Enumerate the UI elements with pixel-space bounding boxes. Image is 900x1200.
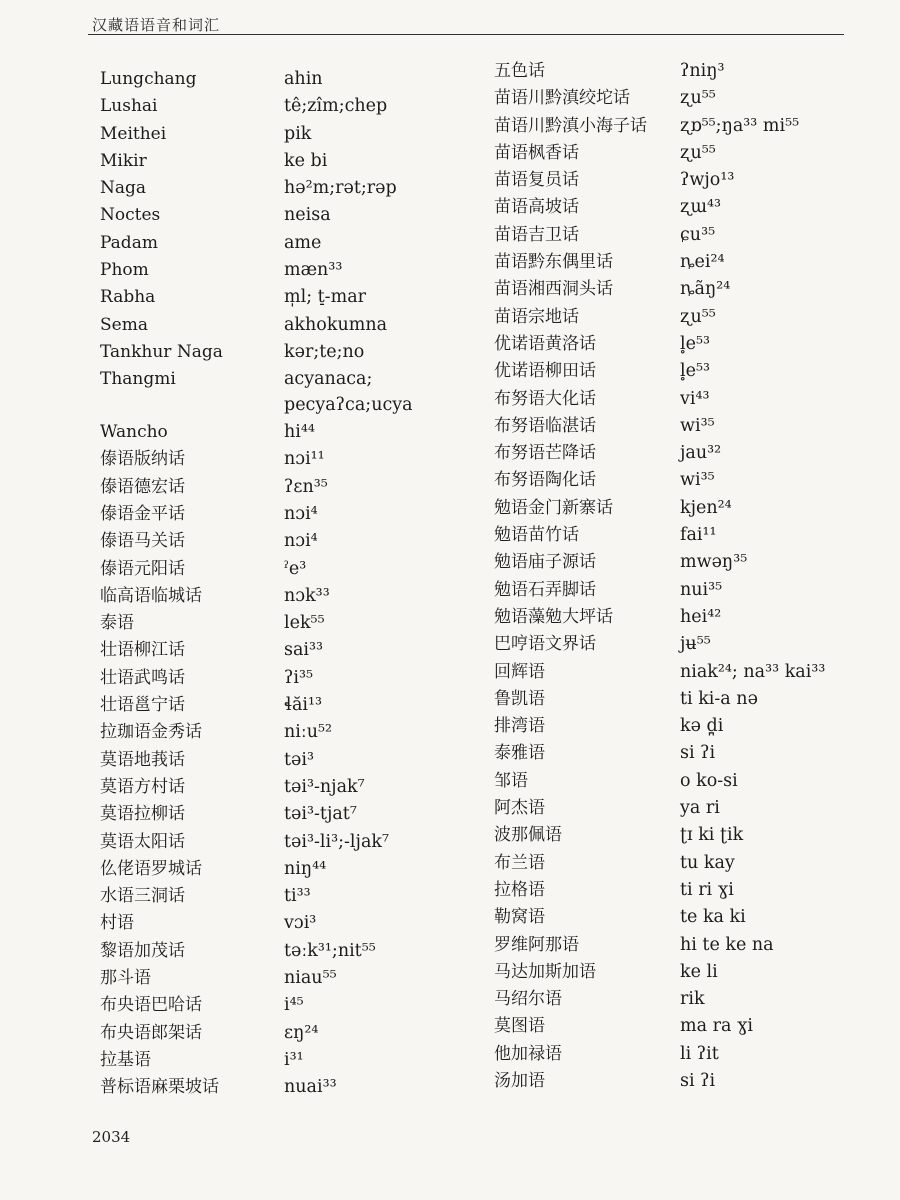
entry-row [100, 801, 474, 828]
word-form: wi³⁵ [680, 415, 715, 436]
dialect-name: 苗语川黔滇绞坨话 [494, 88, 630, 109]
entry-row [100, 93, 474, 120]
word-form: i³¹ [284, 1049, 304, 1070]
dialect-name: 勉语金门新寨话 [494, 497, 613, 518]
dialect-name: 优诺语黄洛话 [494, 333, 596, 354]
word-form: sai³³ [284, 640, 324, 661]
dialect-name: 拉格语 [494, 879, 545, 900]
dialect-name: 黎语加茂话 [100, 940, 185, 961]
word-form: təi³-li³;-ljak⁷ [284, 831, 390, 852]
word-form: təi³-tjat⁷ [284, 804, 357, 825]
word-form: jʉ⁵⁵ [680, 634, 711, 655]
entry-row [494, 986, 825, 1013]
dialect-name: 苗语宗地话 [494, 306, 579, 327]
word-form: hə²m;rət;rəp [284, 178, 397, 199]
dialect-name: 勉语石弄脚话 [494, 579, 596, 600]
word-form: vɔi³ [284, 913, 317, 934]
word-form: neisa [284, 205, 331, 226]
entry-row [100, 610, 474, 637]
word-form: pik [284, 123, 312, 144]
dialect-name: 布努语临湛话 [494, 415, 596, 436]
entry-row [100, 774, 474, 801]
dialect-name: 巴哼语文界话 [494, 634, 596, 655]
dialect-name: 阿杰语 [494, 798, 545, 819]
dialect-name: 壮语武鸣话 [100, 667, 185, 688]
dialect-name: Mikir [100, 150, 147, 171]
dialect-name: 拉珈语金秀话 [100, 722, 202, 743]
entry-row [494, 1068, 825, 1095]
entry-row [494, 522, 825, 549]
entry-row [100, 992, 474, 1019]
word-form: akhokumna [284, 314, 388, 335]
word-form: lek⁵⁵ [284, 613, 325, 634]
entry-row [494, 1013, 825, 1040]
dialect-name: 拉基语 [100, 1049, 151, 1070]
dialect-name: Lushai [100, 96, 158, 117]
word-form: ke bi [284, 150, 328, 171]
word-form: ɛŋ²⁴ [284, 1022, 319, 1043]
word-form: ahin [284, 69, 323, 89]
dialect-name: 莫语太阳话 [100, 831, 185, 852]
entry-row [494, 549, 825, 576]
entry-row [494, 795, 825, 822]
entry-row [100, 66, 474, 93]
dialect-name: Noctes [100, 205, 161, 226]
entry-row [494, 140, 825, 167]
entry-row [494, 358, 825, 385]
dialect-name: Padam [100, 232, 158, 253]
dialect-name: 苗语川黔滇小海子话 [494, 115, 647, 136]
dialect-name: 莫图语 [494, 1016, 545, 1037]
dialect-name: 他加禄语 [494, 1043, 562, 1064]
entry-row [100, 446, 474, 473]
word-form: ȵei²⁴ [680, 252, 725, 273]
entry-row [494, 577, 825, 604]
dialect-name: 莫语地莪话 [100, 749, 185, 770]
left-word-list [100, 66, 474, 1101]
entry-row [494, 58, 825, 85]
dialect-name: 勉语苗竹话 [494, 525, 579, 546]
word-form: jau³² [680, 443, 722, 464]
entry-row [100, 175, 474, 202]
entry-row [100, 692, 474, 719]
word-form: li ʔit [680, 1043, 719, 1064]
entry-row [100, 257, 474, 284]
header-rule [88, 34, 844, 35]
word-form: te ka ki [680, 907, 746, 928]
word-form: kjen²⁴ [680, 497, 732, 518]
entry-row [100, 1074, 474, 1101]
word-form: niːu⁵² [284, 722, 333, 743]
word-form: kə d̪i [680, 716, 724, 737]
word-form: si ʔi [680, 1070, 716, 1091]
entry-row [494, 276, 825, 303]
word-form: nui³⁵ [680, 579, 723, 600]
word-form: niŋ⁴⁴ [284, 858, 327, 879]
entry-row [494, 713, 825, 740]
dialect-name: 傣语德宏话 [100, 476, 185, 497]
entry-row [494, 249, 825, 276]
word-form: hi⁴⁴ [284, 422, 315, 443]
dialect-name: 排湾语 [494, 716, 545, 737]
dialect-name: 普标语麻栗坡话 [100, 1077, 219, 1098]
word-form: ȵãŋ²⁴ [680, 279, 731, 300]
entry-row [100, 965, 474, 992]
entry-row [494, 686, 825, 713]
word-form: niak²⁴; na³³ kai³³ [680, 661, 826, 682]
entry-row [100, 419, 474, 446]
dialect-name: 邹语 [494, 770, 528, 791]
word-form: ti ki-a nə [680, 688, 758, 709]
dialect-name: 苗语复员话 [494, 170, 579, 191]
entry-row [100, 938, 474, 965]
dialect-name: 泰语 [100, 613, 134, 634]
entry-row [494, 850, 825, 877]
entry-row [100, 121, 474, 148]
word-form: ya ri [680, 798, 720, 819]
entry-row [494, 822, 825, 849]
entry-row [100, 665, 474, 692]
word-form: niau⁵⁵ [284, 968, 337, 988]
word-form: ʔɛn³⁵ [284, 476, 328, 497]
word-form: m̩l; t̠-mar [284, 287, 366, 308]
word-form: nɔk³³ [284, 585, 330, 606]
entry-row [100, 312, 474, 339]
entry-row [494, 740, 825, 767]
word-form: vi⁴³ [680, 388, 710, 409]
dialect-name: 村语 [100, 913, 134, 934]
dialect-name: 布央语巴哈话 [100, 995, 202, 1016]
dialect-name: 布兰语 [494, 852, 545, 873]
entry-row [494, 113, 825, 140]
entry-row [100, 474, 474, 501]
word-form: ɬăi¹³ [284, 695, 323, 716]
dialect-name: 苗语高坡话 [494, 197, 579, 218]
entry-row [494, 440, 825, 467]
entry-row [100, 747, 474, 774]
entry-row [100, 501, 474, 528]
dialect-name: Meithei [100, 123, 167, 144]
dialect-name: 莫语方村话 [100, 776, 185, 797]
dialect-name: 布努语大化话 [494, 388, 596, 409]
word-form: mæn³³ [284, 260, 343, 281]
entry-row [100, 339, 474, 366]
word-form: fai¹¹ [680, 525, 717, 546]
dialect-name: 勉语藻勉大坪话 [494, 606, 613, 627]
word-form: nuai³³ [284, 1077, 337, 1098]
dialect-name: 傣语元阳话 [100, 558, 185, 579]
word-form: ʐu⁵⁵ [680, 142, 716, 163]
dialect-name: 勉语庙子源话 [494, 552, 596, 573]
word-form: ʐu⁵⁵ [680, 88, 716, 109]
dialect-name: Rabha [100, 287, 156, 308]
entry-row [100, 1020, 474, 1047]
entry-row [100, 883, 474, 910]
entry-row [494, 768, 825, 795]
dialect-name: 布努语陶化话 [494, 470, 596, 491]
right-word-list [494, 58, 825, 1095]
dialect-name: 临高语临城话 [100, 585, 202, 606]
entry-row [100, 284, 474, 311]
word-form: təːk³¹;nit⁵⁵ [284, 940, 376, 961]
dialect-name: 壮语柳江话 [100, 640, 185, 661]
dialect-name: 勒窝语 [494, 907, 545, 928]
word-form: ʈɪ ki ʈik [680, 825, 744, 846]
dialect-name: 回辉语 [494, 661, 545, 682]
entry-row [494, 194, 825, 221]
entry-row [494, 932, 825, 959]
dialect-name: 罗维阿那语 [494, 934, 579, 955]
dialect-name: 苗语黔东偶里话 [494, 252, 613, 273]
entry-row [100, 856, 474, 883]
entry-row [494, 877, 825, 904]
entry-row [100, 829, 474, 856]
word-form: si ʔi [680, 743, 716, 764]
dialect-name: 鲁凯语 [494, 688, 545, 709]
dialect-name: 傣语版纳话 [100, 449, 185, 470]
dialect-name: Phom [100, 260, 149, 281]
dialect-name: Thangmi [100, 369, 176, 390]
entry-row [494, 386, 825, 413]
word-form: təi³ [284, 749, 315, 770]
page-number: 2034 [92, 1128, 131, 1146]
word-form: ʐu⁵⁵ [680, 306, 716, 327]
entry-row [100, 910, 474, 937]
word-form: o ko-si [680, 770, 738, 791]
word-form: hi te ke na [680, 934, 774, 955]
entry-row [100, 230, 474, 257]
dialect-name: Naga [100, 178, 147, 199]
word-form: l̥e⁵³ [680, 333, 710, 354]
entry-row [494, 331, 825, 358]
dialect-name: 仫佬语罗城话 [100, 858, 202, 879]
dialect-name: 五色话 [494, 61, 545, 81]
entry-row [494, 631, 825, 658]
dialect-name: 泰雅语 [494, 743, 545, 764]
word-form: hei⁴² [680, 606, 722, 627]
entry-row [100, 719, 474, 746]
entry-row [100, 637, 474, 664]
entry-row [494, 304, 825, 331]
dialect-name: 莫语拉柳话 [100, 804, 185, 825]
entry-row [494, 904, 825, 931]
word-form: nɔi⁴ [284, 503, 318, 524]
entry-row [100, 1047, 474, 1074]
word-form: təi³-njak⁷ [284, 776, 365, 797]
dialect-name: 汤加语 [494, 1070, 545, 1091]
dialect-name: 马绍尔语 [494, 989, 562, 1010]
word-form: tê;zîm;chep [284, 96, 388, 117]
entry-row [100, 583, 474, 610]
dialect-name: 傣语金平话 [100, 503, 185, 524]
word-form: nɔi¹¹ [284, 449, 325, 470]
entry-row [100, 556, 474, 583]
entry-row [100, 528, 474, 555]
word-form: ʔniŋ³ [680, 61, 725, 81]
word-form: ʔwjo¹³ [680, 170, 735, 191]
dialect-name: 优诺语柳田话 [494, 361, 596, 382]
entry-row [100, 366, 474, 419]
dialect-name: 苗语湘西洞头话 [494, 279, 613, 300]
dialect-name: Sema [100, 314, 148, 335]
word-form: ti ri ɣi [680, 879, 734, 900]
dialect-name: 水语三洞话 [100, 886, 185, 907]
word-form: ʐɒ⁵⁵;ŋa³³ mi⁵⁵ [680, 115, 800, 136]
dialect-name: Lungchang [100, 69, 197, 89]
word-form: mwəŋ³⁵ [680, 552, 748, 573]
running-header: 汉藏语语音和词汇 [92, 16, 221, 34]
dialect-name: 波那佩语 [494, 825, 562, 846]
word-form: kər;te;no [284, 341, 365, 362]
entry-row [494, 167, 825, 194]
word-form: ti³³ [284, 886, 311, 907]
entry-row [100, 148, 474, 175]
word-form: ame [284, 232, 322, 253]
word-form: ma ra ɣi [680, 1016, 754, 1037]
dialect-name: 苗语吉卫话 [494, 224, 579, 245]
dialect-name: 那斗语 [100, 968, 151, 988]
dialect-name: 壮语邕宁话 [100, 695, 185, 716]
dialect-name: 马达加斯加语 [494, 961, 596, 982]
entry-row [100, 202, 474, 229]
dialect-name: Wancho [100, 422, 168, 443]
word-form: acyanaca; pecyaʔca;ucya [284, 369, 413, 416]
entry-row [494, 85, 825, 112]
entry-row [494, 959, 825, 986]
entry-row [494, 495, 825, 522]
word-form: ʐɯ⁴³ [680, 197, 722, 218]
dialect-name: 布央语郎架话 [100, 1022, 202, 1043]
dialect-name: 苗语枫香话 [494, 142, 579, 163]
word-form: ɕu³⁵ [680, 224, 716, 245]
word-form: ke li [680, 961, 718, 982]
word-form: ʔi³⁵ [284, 667, 314, 688]
word-form: i⁴⁵ [284, 995, 304, 1016]
entry-row [494, 604, 825, 631]
dialect-name: Tankhur Naga [100, 341, 223, 362]
word-form: tu kay [680, 852, 735, 873]
entry-row [494, 659, 825, 686]
word-form: ˀe³ [284, 558, 307, 579]
entry-row [494, 413, 825, 440]
entry-row [494, 467, 825, 494]
word-form: wi³⁵ [680, 470, 715, 491]
entry-row [494, 1041, 825, 1068]
entry-row [494, 222, 825, 249]
dialect-name: 布努语芒降话 [494, 443, 596, 464]
word-form: nɔi⁴ [284, 531, 318, 552]
word-form: rik [680, 989, 705, 1010]
word-form: l̥e⁵³ [680, 361, 710, 382]
dialect-name: 傣语马关话 [100, 531, 185, 552]
